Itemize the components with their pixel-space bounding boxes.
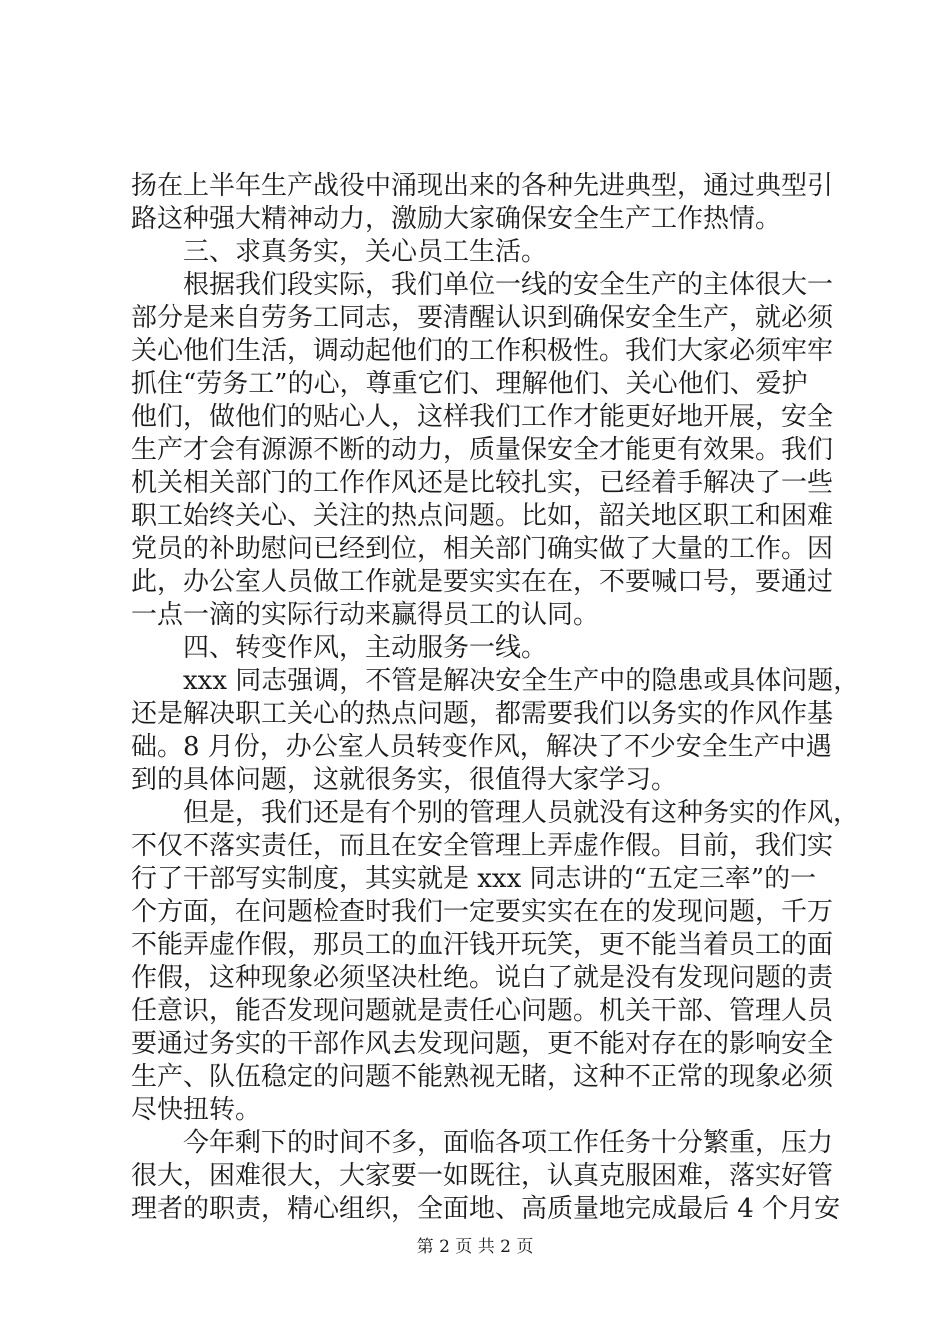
text-line: 础。8 月份，办公室人员转变作风，解决了不少安全生产中遇 [131, 732, 832, 762]
text-line: 今年剩下的时间不多，面临各项工作任务十分繁重，压力 [131, 1128, 834, 1158]
page-number-footer: 第 2 页 共 2 页 [416, 1237, 534, 1257]
text-line: 很大，困难很大，大家要一如既往，认真克服困难，落实好管 [131, 1161, 834, 1191]
text-line: 到的具体问题，这就很务实，很值得大家学习。 [131, 765, 678, 795]
text-line: 党员的补助慰问已经到位，相关部门确实做了大量的工作。因 [131, 534, 834, 564]
text-line: 生产、队伍稳定的问题不能熟视无睹，这种不正常的现象必须 [131, 1062, 834, 1092]
text-line: 理者的职责，精心组织，全面地、高质量地完成最后 4 个月安 [131, 1194, 841, 1224]
text-line: 任意识，能否发现问题就是责任心问题。机关干部、管理人员 [131, 996, 834, 1026]
text-line: 部分是来自劳务工同志，要清醒认识到确保安全生产，就必须 [131, 303, 834, 333]
text-line: 但是，我们还是有个别的管理人员就没有这种务实的作风， [131, 798, 860, 828]
text-line: 还是解决职工关心的热点问题，都需要我们以务实的作风作基 [131, 699, 834, 729]
section-heading: 四、转变作风，主动服务一线。 [131, 633, 548, 663]
text-line: 此，办公室人员做工作就是要实实在在，不要喊口号，要通过 [131, 567, 834, 597]
text-line: 生产才会有源源不断的动力，质量保安全才能更有效果。我们 [131, 435, 834, 465]
text-line: 职工始终关心、关注的热点问题。比如，韶关地区职工和困难 [131, 501, 834, 531]
text-line: 关心他们生活，调动起他们的工作积极性。我们大家必须牢牢 [131, 336, 834, 366]
text-line: 他们，做他们的贴心人，这样我们工作才能更好地开展，安全 [131, 402, 834, 432]
text-line: 要通过务实的干部作风去发现问题，更不能对存在的影响安全 [131, 1029, 834, 1059]
text-line: 行了干部写实制度，其实就是 xxx 同志讲的“五定三率”的一 [131, 864, 817, 894]
section-heading: 三、求真务实，关心员工生活。 [131, 237, 548, 267]
text-line: 不能弄虚作假，那员工的血汗钱开玩笑，更不能当着员工的面 [131, 930, 834, 960]
text-line: 路这种强大精神动力，激励大家确保安全生产工作热情。 [131, 204, 782, 234]
text-line: xxx 同志强调，不管是解决安全生产中的隐患或具体问题， [131, 666, 860, 696]
text-line: 不仅不落实责任，而且在安全管理上弄虚作假。目前，我们实 [131, 831, 834, 861]
text-line: 扬在上半年生产战役中涌现出来的各种先进典型，通过典型引 [131, 171, 834, 201]
document-body [131, 170, 860, 1226]
text-line: 机关相关部门的工作作风还是比较扎实，已经着手解决了一些 [131, 468, 834, 498]
text-line: 个方面，在问题检查时我们一定要实实在在的发现问题，千万 [131, 897, 834, 927]
text-line: 一点一滴的实际行动来赢得员工的认同。 [131, 600, 600, 630]
text-line: 尽快扭转。 [131, 1095, 262, 1125]
text-line: 根据我们段实际，我们单位一线的安全生产的主体很大一 [131, 270, 834, 300]
text-line: 作假，这种现象必须坚决杜绝。说白了就是没有发现问题的责 [131, 963, 834, 993]
text-line: 抓住“劳务工”的心，尊重它们、理解他们、关心他们、爱护 [131, 369, 808, 399]
